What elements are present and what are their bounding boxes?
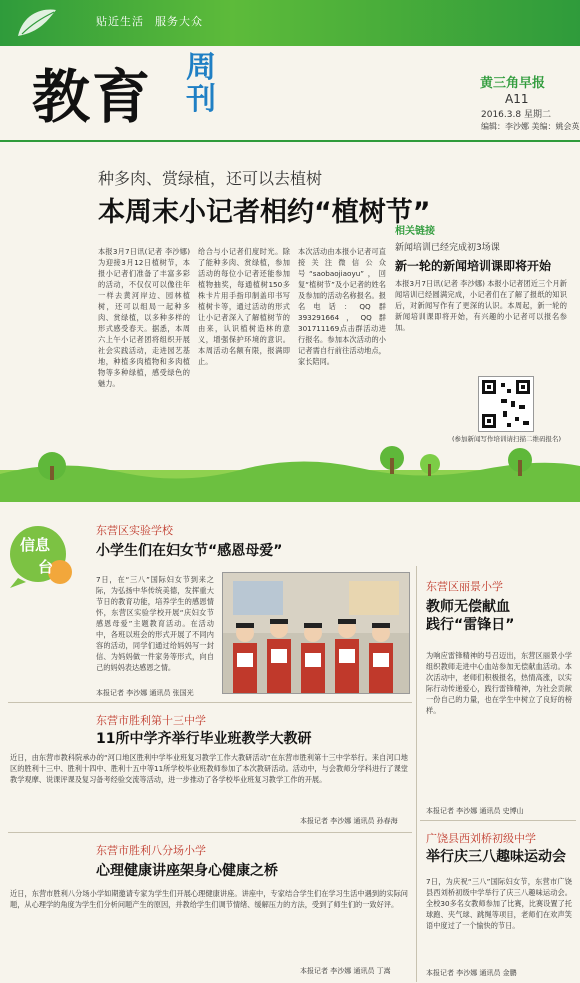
story2-body: 为响应雷锋精神的号召迈出，东营区丽景小学组织教师走进中心血站参加无偿献血活动。本次活动中，老师们积极报名，热情高涨，以实际行动传递爱心，践行雷锋精神，为社会贡献一份自己的力量，也在学生中树立了良好的榜样。 [426, 651, 572, 715]
main-col-2: 给合与小记者们度时光。除了能种多肉、赏绿植，参加活动的每位小记者还能参加植物抽奖，每通植树150多株卡片用手指印制盖印书写植树卡等，通过活动的形式让小记者深入了解植树节的由来，认识植树造林的意义，增强保护环境的意识。本周活动名额有限，报满即止。 [198, 247, 290, 366]
story5-kicker: 广饶县西刘桥初级中学 [426, 832, 536, 845]
main-headline: 本周末小记者相约“植树节” [98, 197, 431, 228]
story5-body: 7日，为庆祝“三八”国际妇女节，东营市广饶县西刘桥初级中学举行了庆三八趣味运动会。全校30多名女教师参加了比赛，比赛设置了托球跑、夹气球、跳绳等项目，老师们在欢声笑语中度过了一个愉快的节日。 [426, 877, 572, 930]
slogan-right: 服务大众 [155, 15, 203, 28]
paper-name: 黄三角早报 [480, 76, 546, 91]
story1-photo [222, 572, 410, 694]
story4-title: 心理健康讲座架身心健康之桥 [96, 863, 278, 879]
story1-kicker: 东营区实验学校 [96, 524, 173, 537]
column-divider [416, 566, 417, 982]
story4-kicker: 东营市胜利八分场小学 [96, 844, 206, 857]
story2-title-line1: 教师无偿献血 [426, 599, 510, 615]
story3-kicker: 东营市胜利第十三中学 [96, 714, 206, 727]
top-banner [0, 0, 580, 46]
story2-byline: 本报记者 李沙娜 通讯员 史博山 [426, 807, 524, 815]
masthead-divider [0, 140, 580, 142]
related-title: 新一轮的新闻培训课即将开始 [395, 259, 552, 273]
issue-date: 2016.3.8 星期二 [481, 110, 551, 120]
leaf-logo-icon [14, 6, 58, 42]
related-kicker: 新闻培训已经完成初3场课 [395, 243, 500, 253]
story1-title: 小学生们在妇女节“感恩母爱” [96, 543, 283, 559]
main-col-3: 本次活动由本报小记者可直接关注微信公众号“saobaojiaoyu”，回复“植树节”及小记者的姓名及参加的活动名称报名。报名电话：QQ群393291664，QQ群301711169点击群活动进行报名。参加本次活动的小记者需自行前往活动地点，家长陪同。 [298, 247, 386, 366]
main-col-1: 本报3月7日讯(记者 李沙娜) 为迎接3月12日植树节，本报小记者们准备了丰富多彩的活动，不仅仅可以像往年一样去黄河岸边、园林植树，还可以组局一起种多肉、赏绿植，以多种多样的形式感受春天。据悉，本周六上午小记者团将组织开展社会实践活动，走进园艺基地，种植多肉植物和多肉植物等多种绿植，感受绿色的魅力。 [98, 247, 190, 388]
story2-divider [420, 820, 576, 821]
slogan-left: 贴近生活 [96, 15, 144, 28]
story4-body: 近日，东营市胜利八分场小学如期邀请专家为学生们开展心理健康讲座。讲座中，专家结合学生们在学习生活中遇到的实际问题，从心理学的角度为学生们分析问题产生的原因，并教给学生们调节情绪、缓解压力的方法，受到了师生们的一致好评。 [10, 889, 408, 909]
main-kicker: 种多肉、赏绿植，还可以去植树 [98, 169, 323, 188]
story4-byline: 本报记者 李沙娜 通讯员 丁嵩 [300, 967, 391, 975]
story3-body: 近日，由东营市教科院承办的“河口地区胜利中学毕业班复习教学工作大教研活动”在东营市胜利第十三中学举行。来自河口地区的胜利十三中、胜利十四中、胜利十五中等11所学校毕业班教师参加了本次教研活动。活动中，与会教师分学科进行了课堂教学观摩、说课评课及复习备考经验交流等活动，进一步推动了各学校毕业班复习教学工作的开展。 [10, 753, 408, 784]
story5-title: 举行庆三八趣味运动会 [426, 849, 566, 865]
editors-line: 编辑：李沙娜 美编：姚会英 [481, 122, 580, 131]
qr-code-icon [478, 376, 534, 432]
related-links-label: 相关链接 [395, 226, 435, 237]
qr-caption: (参加新闻写作培训请扫描二维码报名) [452, 435, 562, 443]
story2-kicker: 东营区丽景小学 [426, 580, 503, 593]
story5-byline: 本报记者 李沙娜 通讯员 金鹏 [426, 969, 517, 977]
section-title: 教育 [32, 63, 153, 131]
info-label-top: 信息 [20, 536, 51, 554]
story1-body: 7日，在“三八”国际妇女节到来之际，为弘扬中华传统美德，发挥重大节日的教育功能，培养学生的感恩情怀，东营区实验学校开展“庆妇女节 感恩母爱”主题教育活动。在活动中，各班以班会的形式开展了不同内容的活动，同学们通过给妈妈写一封信、为妈妈做一件家务等形式，向自己的妈妈表达感恩之情。 [96, 575, 214, 672]
story3-byline: 本报记者 李沙娜 通讯员 孙春海 [300, 817, 398, 825]
story1-byline: 本报记者 李沙娜 通讯员 张国光 [96, 689, 194, 697]
story3-title: 11所中学齐举行毕业班教学大教研 [96, 731, 312, 747]
story1-divider [8, 702, 412, 703]
story2-title-line2: 践行“雷锋日” [426, 617, 515, 633]
info-label-bottom: 台 [38, 558, 54, 576]
page-number: A11 [505, 92, 529, 106]
related-body: 本报3月7日讯(记者 李沙娜) 本报小记者团近三个月新闻培训已经圆满完成，小记者们在了解了报纸的知识后，对新闻写作有了更深的认识。本周起，新一轮的新闻培训课即将开始，有兴趣的小记者可以报名参加。 [395, 279, 567, 332]
section-title-suffix: 周刊 [186, 50, 216, 117]
grass-banner-illustration [0, 440, 580, 502]
story3-divider [8, 832, 412, 833]
